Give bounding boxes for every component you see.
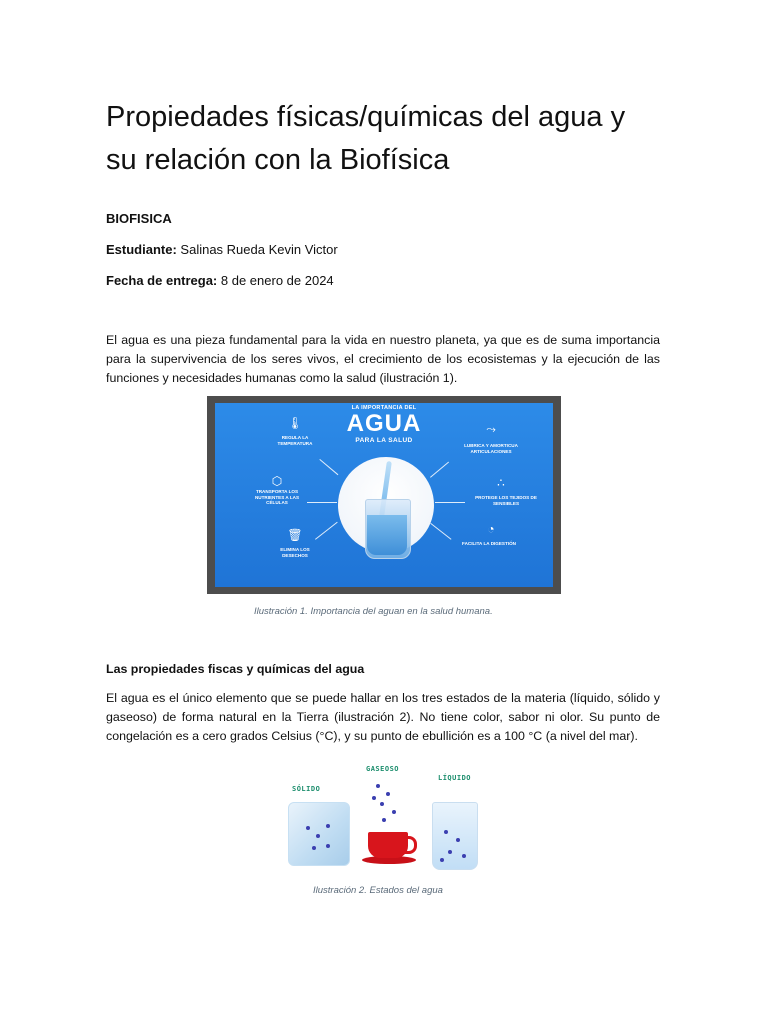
molecule-dot <box>316 834 320 838</box>
drops-icon: ∴ <box>497 476 505 490</box>
item-eliminates-waste: ELIMINA LOS DESECHOS <box>280 547 310 558</box>
cup-handle <box>404 836 417 854</box>
glass-water-fill <box>367 515 407 555</box>
vapor-dot <box>376 784 380 788</box>
connector-line <box>315 522 338 540</box>
vapor-dot <box>392 810 396 814</box>
molecule-dot <box>326 844 330 848</box>
connector-line <box>430 523 451 540</box>
date-value: 8 de enero de 2024 <box>220 273 334 288</box>
gas-label: GASEOSO <box>366 765 400 773</box>
trash-icon: 🗑 <box>287 528 303 542</box>
caption-illustration-1: Ilustración 1. Importancia del aguan en la salud humana. <box>254 606 493 617</box>
course-name: BIOFISICA <box>106 211 172 226</box>
item-facilitates-digestion: FACILITA LA DIGESTIÓN <box>462 541 516 546</box>
molecule-dot <box>306 826 310 830</box>
vapor-dot <box>372 796 376 800</box>
item-regulates-temperature: REGULA LA TEMPERATURA <box>277 435 313 446</box>
properties-paragraph: El agua es el único elemento que se puede hallar en los tres estados de la materia (líquido, sólido y gaseoso) de forma natural en la Tierra (ilustración 2). No tiene color, sabor ni olor. Su punto de congelación es a cero grados Celsius (°C), y su punto de ebullición es a 100 °C (a nivel del mar). <box>106 691 660 743</box>
connector-line <box>307 502 337 503</box>
item-lubricates-joints: LUBRICA Y AMORTICUA ARTICULACIONES <box>464 443 518 454</box>
vapor-dot <box>382 818 386 822</box>
molecule-dot <box>312 846 316 850</box>
date-label: Fecha de entrega: <box>106 273 218 288</box>
student-value: Salinas Rueda Kevin Victor <box>180 242 338 257</box>
illustration-water-states <box>276 760 492 878</box>
molecule-dot <box>456 838 460 842</box>
thermometer-icon: 🌡 <box>287 416 303 430</box>
infographic-panel <box>215 403 553 587</box>
student-label: Estudiante: <box>106 242 177 257</box>
liquid-label: LÍQUIDO <box>438 774 472 782</box>
molecule-dot <box>440 858 444 862</box>
title-line-2: su relación con la Biofísica <box>106 144 450 176</box>
infographic-top-label: LA IMPORTANCIA DEL <box>351 405 417 411</box>
intro-paragraph: El agua es una pieza fundamental para la vida en nuestro planeta, ya que es de suma importancia para la supervivencia de los seres vivos, el crecimiento de los ecosistemas y la ejecución de las funciones y necesidades humanas como la salud (ilustración 1). <box>106 333 660 385</box>
molecule-dot <box>448 850 452 854</box>
infographic-main-label: AGUA <box>346 410 422 437</box>
illustration-water-health <box>207 396 561 594</box>
liquid-glass <box>432 802 478 870</box>
section-heading: Las propiedades fiscas y químicas del agua <box>106 662 365 676</box>
student-line <box>106 242 338 258</box>
vapor-dot <box>386 792 390 796</box>
red-cup <box>368 832 408 858</box>
molecule-dot <box>462 854 466 858</box>
connector-line <box>430 462 449 478</box>
title-line-1: Propiedades físicas/químicas del agua y <box>106 101 626 133</box>
joint-icon: ⤳ <box>486 422 496 436</box>
caption-illustration-2: Ilustración 2. Estados del agua <box>313 885 443 896</box>
date-line <box>106 273 334 289</box>
infographic-sub-label: PARA LA SALUD <box>355 437 413 444</box>
course-line <box>106 211 172 227</box>
stomach-icon: ◔ <box>487 522 495 536</box>
vapor-dot <box>380 802 384 806</box>
molecule-icon: ⬡ <box>271 474 283 488</box>
molecule-dot <box>326 824 330 828</box>
connector-line <box>435 502 465 503</box>
connector-line <box>319 459 338 475</box>
solid-label: SÓLIDO <box>292 785 321 793</box>
molecule-dot <box>444 830 448 834</box>
item-protects-tissues: PROTEGE LOS TEJIDOS DE SENSIBLES <box>475 495 537 506</box>
page-title <box>106 96 686 182</box>
item-transports-nutrients: TRANSPORTA LOS NUTRIENTES A LAS CÉLULAS <box>254 489 300 505</box>
